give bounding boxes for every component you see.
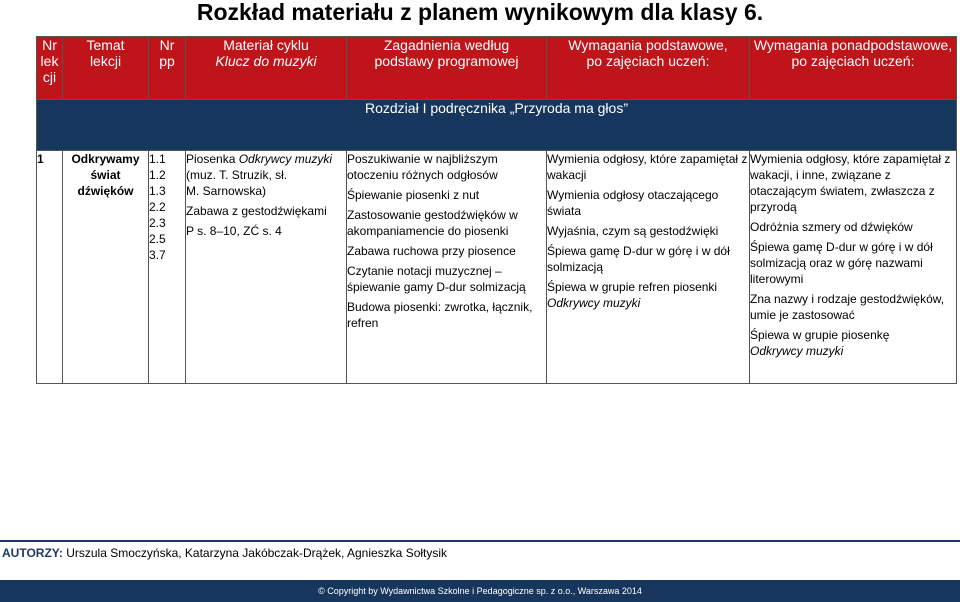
wymagania-ponadpodstawowe-cell xyxy=(750,151,957,384)
list-item: Wyjaśnia, czym są gestodźwięki xyxy=(547,224,719,238)
header-zagadnienia: Zagadnienia według podstawy programowej xyxy=(347,37,547,100)
list-item: Śpiewa gamę D-dur w górę i w dół solmizacją oraz w górę nazwami literowymi xyxy=(750,240,933,286)
header-nr-pp: Nr pp xyxy=(149,37,186,100)
song-title: Odkrywcy muzyki xyxy=(547,296,641,310)
list-item: Wymienia odgłosy, które zapamiętał z wakacji, i inne, związane z otaczającym światem, zwłaszcza z przyrodą xyxy=(750,152,951,214)
list-item: Wymienia odgłosy, które zapamiętał z wakacji xyxy=(547,152,748,182)
list-item: Śpiewa w grupie refren piosenki xyxy=(547,280,718,294)
header-wymagania-ponadpodstawowe: Wymagania ponadpodstawowe, po zajęciach uczeń: xyxy=(750,37,957,100)
pp-numbers: 1.1 1.2 1.3 2.2 2.3 2.5 3.7 xyxy=(149,151,186,384)
table-row xyxy=(37,151,957,384)
copyright-footer: © Copyright by Wydawnictwa Szkolne i Pedagogiczne sp. z o.o., Warszawa 2014 xyxy=(0,580,960,602)
table-header-row xyxy=(37,37,957,100)
list-item: Czytanie notacji muzycznej – śpiewanie gamy D-dur solmizacją xyxy=(347,264,526,294)
list-item: Śpiewa w grupie piosenkę xyxy=(750,328,890,342)
list-item: Poszukiwanie w najbliższym otoczeniu różnych odgłosów xyxy=(347,152,498,182)
header-wymagania-podstawowe: Wymagania podstawowe, po zajęciach uczeń: xyxy=(547,37,750,100)
list-item: Zastosowanie gestodźwięków w akompaniamencie do piosenki xyxy=(347,208,518,238)
list-item: Odróżnia szmery od dźwięków xyxy=(750,220,913,234)
header-temat: Temat lekcji xyxy=(63,37,149,100)
lesson-plan-table xyxy=(36,36,957,384)
authors-names: Urszula Smoczyńska, Katarzyna Jakóbczak-Drążek, Agnieszka Sołtysik xyxy=(62,546,448,560)
list-item: Zna nazwy i rodzaje gestodźwięków, umie je zastosować xyxy=(750,292,945,322)
header-material: Materiał cyklu Klucz do muzyki xyxy=(186,37,347,100)
section-row xyxy=(37,100,957,151)
authors-label: AUTORZY: xyxy=(2,546,63,560)
song-title: Odkrywcy muzyki xyxy=(750,344,844,358)
list-item: Śpiewa gamę D-dur w górę i w dół solmizacją xyxy=(547,244,730,274)
lesson-topic: Odkrywamy świat dźwięków xyxy=(63,151,149,384)
list-item: Budowa piosenki: zwrotka, łącznik, refren xyxy=(347,300,533,330)
wymagania-podstawowe-cell xyxy=(547,151,750,384)
header-nr-lekcji: Nr lek cji xyxy=(37,37,63,100)
lesson-number: 1 xyxy=(37,151,63,384)
section-title: Rozdział I podręcznika „Przyroda ma głos” xyxy=(37,100,957,151)
authors-line xyxy=(0,540,960,568)
list-item: Wymienia odgłosy otaczającego świata xyxy=(547,188,719,218)
page-title: Rozkład materiału z planem wynikowym dla klasy 6. xyxy=(196,0,764,25)
material-cell: Piosenka Odkrywcy muzyki (muz. T. Struzik, sł. M. Sarnowska) Zabawa z gestodźwiękami P s. 8–10, ZĆ s. 4 xyxy=(186,151,347,384)
list-item: Zabawa ruchowa przy piosence xyxy=(347,244,516,258)
zagadnienia-cell xyxy=(347,151,547,384)
list-item: Śpiewanie piosenki z nut xyxy=(347,188,480,202)
